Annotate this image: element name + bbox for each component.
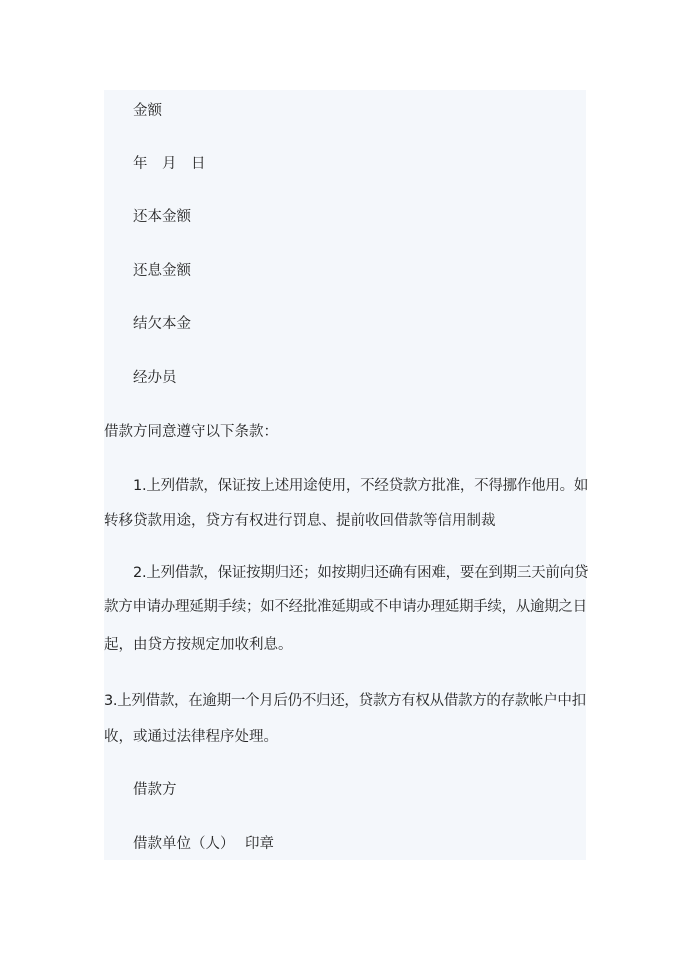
terms-intro: 借款方同意遵守以下条款：	[104, 424, 278, 440]
field-outstanding-principal: 结欠本金	[133, 316, 191, 332]
clause-2-line-3: 起，由贷方按规定加收利息。	[104, 637, 293, 653]
clause-2-line-2: 款方申请办理延期手续；如不经批准延期或不申请办理延期手续，从逾期之日	[104, 599, 587, 615]
clause-3-line-1: 3.上列借款，在逾期一个月后仍不归还，贷款方有权从借款方的存款帐户中扣	[104, 693, 586, 709]
field-interest-repaid: 还息金额	[133, 263, 191, 279]
field-handler: 经办员	[133, 370, 177, 386]
field-principal-repaid: 还本金额	[133, 209, 191, 225]
signature-unit: 借款单位（人）	[133, 836, 235, 852]
field-amount: 金额	[133, 103, 162, 119]
signature-seal: 印章	[245, 836, 274, 852]
clause-2-line-1: 2.上列借款，保证按期归还；如按期归还确有困难，要在到期三天前向贷	[133, 565, 589, 581]
clause-3-line-2: 收，或通过法律程序处理。	[104, 729, 278, 745]
field-date: 年 月 日	[133, 156, 206, 172]
signature-borrower: 借款方	[133, 782, 177, 798]
clause-1-line-1: 1.上列借款，保证按上述用途使用，不经贷款方批准，不得挪作他用。如	[133, 478, 589, 494]
clause-1-line-2: 转移贷款用途，贷方有权进行罚息、提前收回借款等信用制裁	[104, 513, 496, 529]
